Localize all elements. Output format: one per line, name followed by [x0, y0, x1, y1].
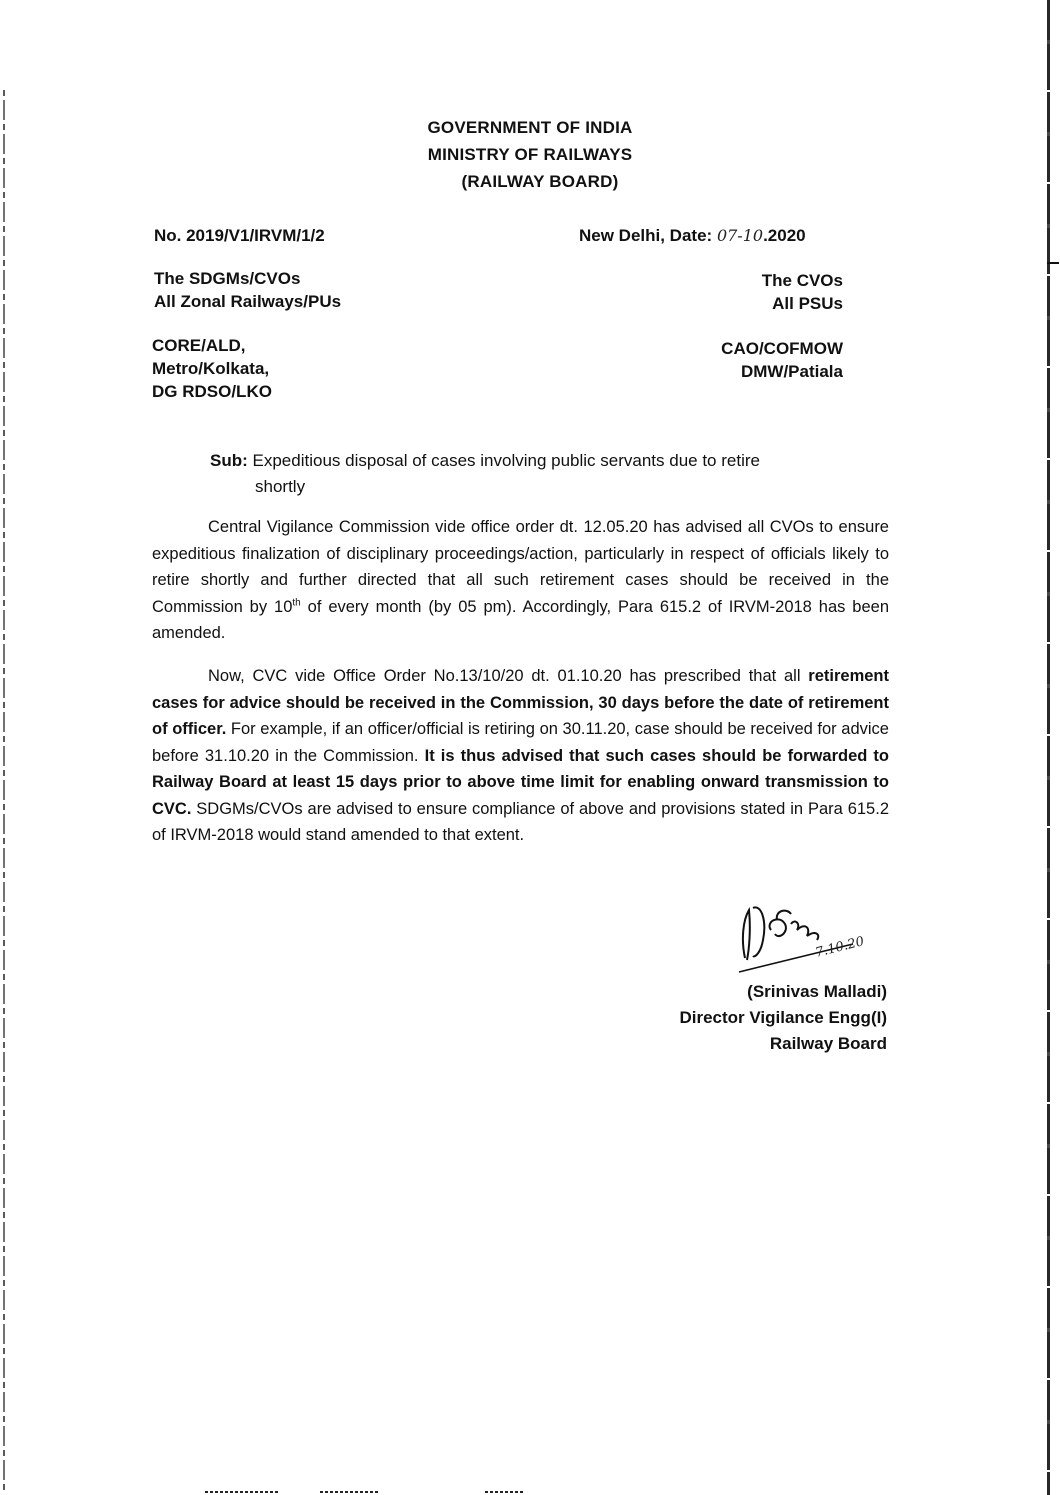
- addressee-right-2: [721, 337, 843, 383]
- subject-label: Sub:: [210, 451, 248, 470]
- para2-text: Now, CVC vide Office Order No.13/10/20 dt. 01.10.20 has prescribed that all: [208, 667, 809, 685]
- para2-compliance: SDGMs/CVOs are advised to ensure compliance of above and provisions stated in Para 615.2 of IRVM-2018 would stand amended to that extent.: [152, 799, 889, 844]
- addressee-line: DMW/Patiala: [740, 362, 843, 381]
- place-date: [579, 226, 806, 246]
- addressee-line: All Zonal Railways/PUs: [154, 292, 342, 311]
- body-paragraph-2: [152, 663, 889, 849]
- addressee-left-1: [154, 267, 341, 313]
- para2-example: For example, if an officer/official is retiring on 30.11.20, case should be received for advice before 31.10.20 in the Commission.: [152, 720, 889, 765]
- scan-bottom-edge: [485, 1491, 525, 1493]
- signature-mark: [735, 900, 885, 975]
- subject: [210, 448, 870, 500]
- letterhead-government: GOVERNMENT OF INDIA: [427, 118, 633, 137]
- place-date-label: New Delhi, Date:: [579, 226, 713, 245]
- addressee-line: CAO/COFMOW: [721, 339, 843, 358]
- signature-block: [679, 979, 887, 1057]
- superscript-th: th: [292, 597, 301, 608]
- scan-bottom-edge: [320, 1491, 380, 1493]
- subject-text-line1: Expeditious disposal of cases involving public servants due to retire: [252, 451, 760, 470]
- para1-text: Central Vigilance Commission vide office order dt. 12.05.20 has advised all CVOs to ensure expeditious finalization of disciplinary proceedings/action, particularly in respect of officials likely to retire shortly and further directed that all such retirement cases should be received in the Commission by 10: [152, 518, 889, 616]
- addressee-left-2: [152, 334, 272, 403]
- letterhead-ministry: MINISTRY OF RAILWAYS: [427, 145, 633, 164]
- addressee-line: CORE/ALD,: [152, 336, 246, 355]
- letterhead-board: (RAILWAY BOARD): [461, 172, 619, 191]
- subject-text-line2: shortly: [255, 477, 306, 496]
- para2-bold-advice: It is thus advised that such cases should be forwarded to Railway Board at least 15 days prior to above time limit for enabling onward transmission to CVC.: [152, 746, 889, 818]
- para2-bold-deadline: retirement cases for advice should be received in the Commission, 30 days before the date of retirement of officer.: [152, 667, 889, 738]
- addressee-line: All PSUs: [772, 294, 843, 313]
- addressee-line: The SDGMs/CVOs: [154, 269, 301, 288]
- addressee-right-1: [762, 269, 843, 315]
- signatory-office: Railway Board: [769, 1034, 887, 1053]
- date-year: .2020: [763, 226, 806, 245]
- addressee-line: Metro/Kolkata,: [152, 359, 270, 378]
- signatory-name: (Srinivas Malladi): [747, 982, 887, 1001]
- addressee-line: The CVOs: [761, 271, 843, 290]
- reference-number: No. 2019/V1/IRVM/1/2: [154, 226, 325, 245]
- scan-bottom-edge: [205, 1491, 280, 1493]
- handwritten-date: 07-10: [716, 226, 764, 245]
- scan-edge-right: [1047, 0, 1050, 1495]
- scan-mark: [1047, 262, 1059, 264]
- para1-text-cont: of every month (by 05 pm). Accordingly, Para 615.2 of IRVM-2018 has been amended.: [152, 597, 889, 642]
- scan-edge-left: [3, 90, 5, 1490]
- body-paragraph-1: [152, 514, 889, 647]
- signature-date: 7.10.20: [813, 934, 866, 961]
- addressee-line: DG RDSO/LKO: [152, 382, 272, 401]
- signatory-designation: Director Vigilance Engg(I): [679, 1008, 887, 1027]
